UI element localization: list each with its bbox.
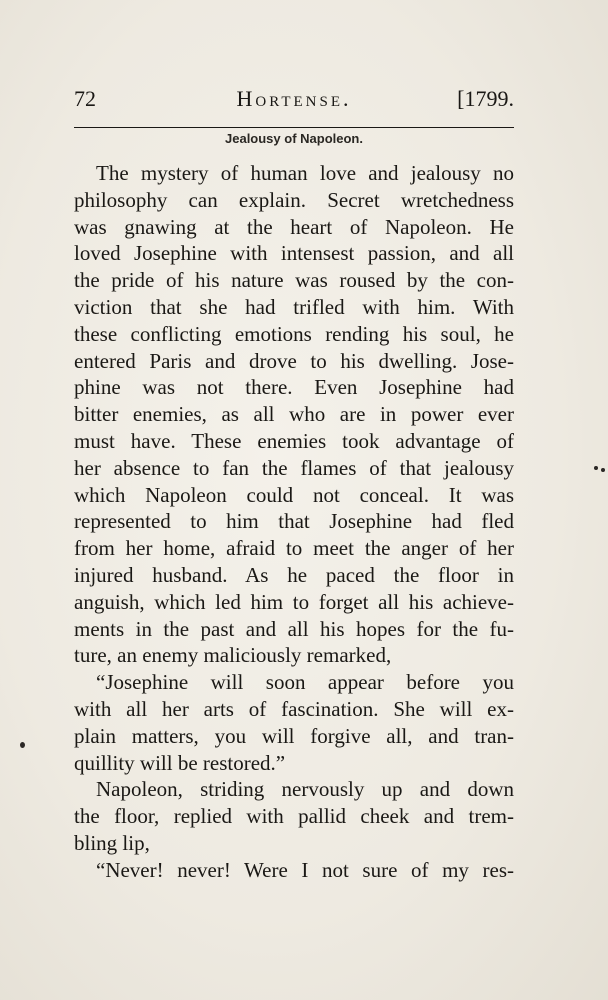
- text-line: the pride of his nature was roused by the con-: [74, 268, 514, 293]
- text-line: anguish, which led him to forget all his achieve-: [74, 589, 514, 614]
- text-line: The mystery of human love and jealousy no: [96, 161, 514, 185]
- text-line: “Never! never! Were I not sure of my res-: [96, 857, 514, 882]
- text-line: philosophy can explain. Secret wretchedness: [74, 187, 514, 212]
- text-line: with all her arts of fascination. She will ex-: [74, 696, 514, 721]
- text-line: was gnawing at the heart of Napoleon. He: [74, 214, 514, 239]
- text-line: entered Paris and drove to his dwelling. Jose-: [74, 348, 514, 373]
- ink-speck: [20, 742, 25, 748]
- text-line: from her home, afraid to meet the anger of her: [74, 536, 514, 561]
- ink-speck: [601, 468, 605, 472]
- text-line: bling lip,: [74, 830, 150, 855]
- body-text: [74, 160, 514, 884]
- text-line: bitter enemies, as all who are in power ever: [74, 402, 514, 427]
- text-line: quillity will be restored.”: [74, 750, 286, 775]
- running-title: Hortense.: [236, 86, 352, 111]
- text-line: phine was not there. Even Josephine had: [74, 375, 514, 400]
- text-line: her absence to fan the flames of that jealousy: [74, 455, 514, 480]
- text-line: ments in the past and all his hopes for the fu-: [74, 616, 514, 641]
- text-line: the floor, replied with pallid cheek and trem-: [74, 804, 514, 829]
- section-subhead: Jealousy of Napoleon.: [225, 131, 363, 146]
- header-rule: [74, 127, 514, 128]
- text-line: ture, an enemy maliciously remarked,: [74, 643, 392, 668]
- running-header: [74, 86, 514, 120]
- text-line: which Napoleon could not conceal. It was: [74, 482, 514, 507]
- text-line: injured husband. As he paced the floor in: [74, 562, 514, 587]
- text-line: Napoleon, striding nervously up and down: [96, 777, 514, 802]
- text-line: plain matters, you will forgive all, and tran-: [74, 723, 514, 748]
- header-year: [1799.: [457, 86, 514, 111]
- text-line: “Josephine will soon appear before you: [96, 670, 514, 695]
- text-line: loved Josephine with intensest passion, and all: [74, 241, 514, 266]
- page-number: 72: [74, 86, 96, 111]
- text-line: must have. These enemies took advantage of: [74, 428, 514, 453]
- text-line: represented to him that Josephine had fled: [74, 509, 514, 534]
- text-line: these conflicting emotions rending his soul, he: [74, 321, 514, 346]
- text-line: viction that she had trifled with him. With: [74, 294, 514, 319]
- ink-speck: [594, 466, 598, 470]
